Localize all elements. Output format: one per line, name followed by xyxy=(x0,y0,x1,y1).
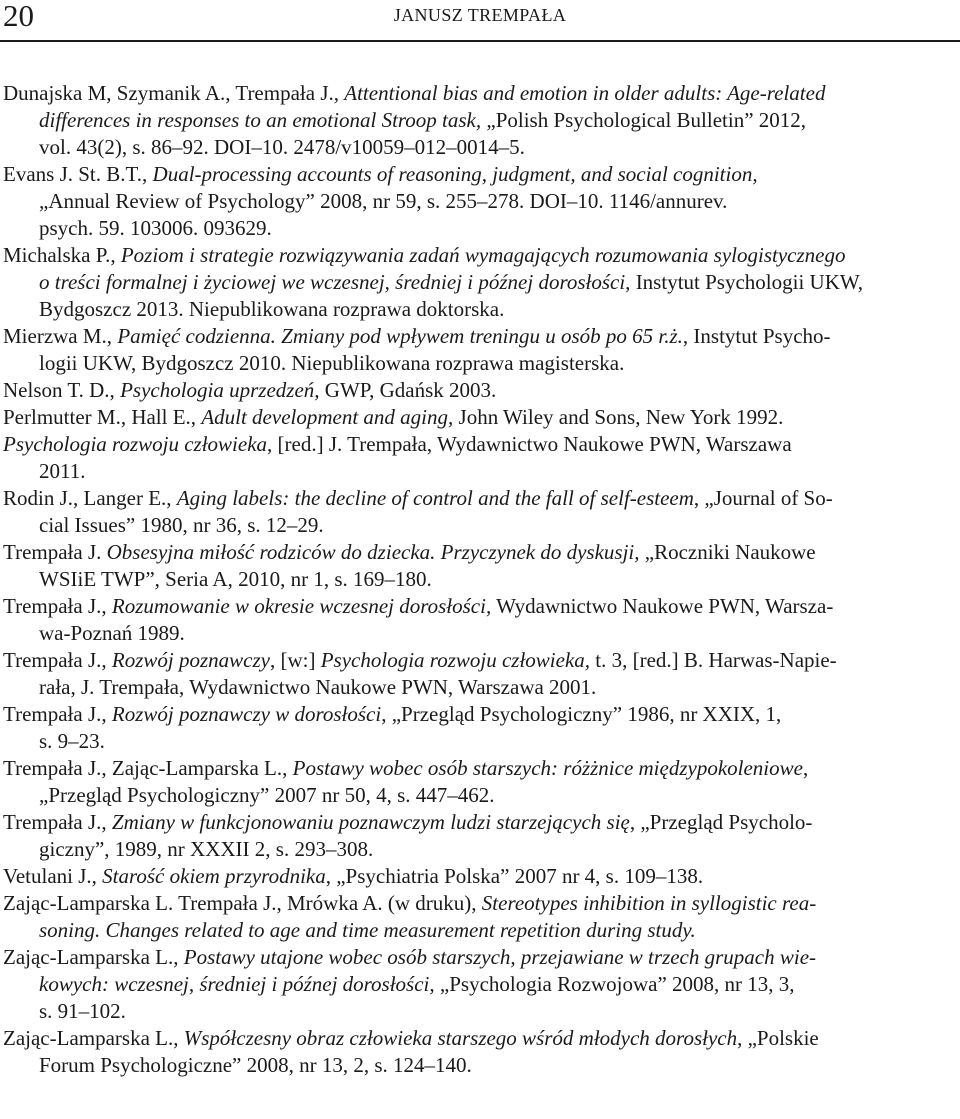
reference-text: 2011. xyxy=(39,459,86,483)
reference-entry xyxy=(0,593,960,647)
reference-line xyxy=(3,1025,960,1052)
reference-title-text: Aging labels: the decline of control and the fall of self-esteem xyxy=(176,486,694,510)
reference-title-text: differences in responses to an emotional Stroop task, xyxy=(39,108,482,132)
reference-line xyxy=(39,269,960,296)
reference-text: Forum Psychologiczne” 2008, nr 13, 2, s. 124–140. xyxy=(39,1053,472,1077)
reference-entry xyxy=(0,755,960,809)
reference-text: Rodin J., Langer E., xyxy=(3,486,177,510)
reference-line xyxy=(39,836,960,863)
reference-title-text: Rozumowanie w okresie wczesnej dorosłości, xyxy=(111,594,492,618)
reference-entry xyxy=(0,161,960,242)
reference-line xyxy=(39,728,960,755)
reference-line xyxy=(3,647,960,674)
reference-line xyxy=(39,917,960,944)
reference-text: Zając-Lamparska L. Trempała J., Mrówka A. (w druku), xyxy=(3,891,482,915)
reference-text: , xyxy=(802,756,809,780)
reference-title-text: Stereotypes inhibition in syllogistic rea- xyxy=(481,891,817,915)
reference-entry xyxy=(0,377,960,404)
reference-title-text: Dual-processing accounts of reasoning, judgment, and social cognition, xyxy=(152,162,758,186)
reference-text: GWP, Gdańsk 2003. xyxy=(319,378,497,402)
reference-line xyxy=(39,107,960,134)
reference-text: Trempała J., Zając-Lamparska L., xyxy=(3,756,293,780)
reference-text: Nelson T. D., xyxy=(3,378,121,402)
reference-text: s. 9–23. xyxy=(39,729,105,753)
reference-title-text: Poziom i strategie rozwiązywania zadań wymagających rozumowania sylogistycznego xyxy=(120,243,846,267)
reference-entry xyxy=(0,647,960,701)
running-head: JANUSZ TREMPAŁA xyxy=(393,5,567,25)
reference-entry xyxy=(0,863,960,890)
page-header xyxy=(0,0,960,42)
reference-text: Bydgoszcz 2013. Niepublikowana rozprawa doktorska. xyxy=(39,297,505,321)
reference-line xyxy=(39,782,960,809)
reference-text: , [w:] xyxy=(269,648,321,672)
reference-text: logii UKW, Bydgoszcz 2010. Niepublikowana rozprawa magisterska. xyxy=(39,351,625,375)
reference-line xyxy=(3,242,960,269)
reference-line xyxy=(3,161,960,188)
reference-line xyxy=(39,296,960,323)
reference-line xyxy=(3,431,960,458)
reference-line xyxy=(3,323,960,350)
reference-entry xyxy=(0,890,960,944)
reference-title-text: Starość okiem przyrodnika xyxy=(102,864,326,888)
reference-line xyxy=(39,566,960,593)
reference-title-text: Psychologia rozwoju człowieka, xyxy=(320,648,591,672)
reference-title-text: Pamięć codzienna. Zmiany pod wpływem treningu u osób po 65 r.ż. xyxy=(117,324,683,348)
reference-line xyxy=(3,890,960,917)
reference-text: t. 3, [red.] B. Harwas-Napie- xyxy=(590,648,837,672)
reference-title-text: Zmiany w funkcjonowaniu poznawczym ludzi starzejących się xyxy=(111,810,630,834)
reference-text: Perlmutter M., Hall E., xyxy=(3,405,202,429)
reference-title-text: Psychologia uprzedzeń, xyxy=(120,378,320,402)
reference-text: , „Psychiatria Polska” 2007 nr 4, s. 109–138. xyxy=(325,864,704,888)
reference-line xyxy=(3,404,960,431)
reference-text: Wydawnictwo Naukowe PWN, Warsza- xyxy=(491,594,834,618)
reference-text: cial Issues” 1980, nr 36, s. 12–29. xyxy=(39,513,324,537)
reference-line xyxy=(39,1052,960,1079)
reference-text: , [red.] J. Trempała, Wydawnictwo Naukowe PWN, Warszawa xyxy=(267,432,792,456)
reference-text: , „Przegląd Psycholo- xyxy=(629,810,813,834)
reference-title-text: Rozwój poznawczy xyxy=(111,648,270,672)
reference-text: psych. 59. 103006. 093629. xyxy=(39,216,272,240)
reference-title-text: Rozwój poznawczy w dorosłości xyxy=(111,702,382,726)
reference-entry xyxy=(0,539,960,593)
reference-line xyxy=(3,944,960,971)
reference-line xyxy=(39,971,960,998)
reference-line xyxy=(3,377,960,404)
reference-text: „Annual Review of Psychology” 2008, nr 59, s. 255–278. DOI–10. 1146/annurev. xyxy=(39,189,728,213)
reference-line xyxy=(39,458,960,485)
reference-title-text: o treści formalnej i życiowej we wczesnej, średniej i późnej dorosłości, xyxy=(39,270,631,294)
reference-text: Trempała J., xyxy=(3,810,112,834)
reference-text: „Roczniki Naukowe xyxy=(639,540,816,564)
reference-line xyxy=(3,485,960,512)
reference-text: „Polish Psychological Bulletin” 2012, xyxy=(481,108,807,132)
reference-text: Trempała J. xyxy=(3,540,107,564)
reference-entry xyxy=(0,242,960,323)
reference-entry xyxy=(0,323,960,377)
reference-line xyxy=(39,134,960,161)
reference-text: Trempała J., xyxy=(3,648,112,672)
reference-text: Trempała J., xyxy=(3,702,112,726)
reference-line xyxy=(3,863,960,890)
reference-entry xyxy=(0,809,960,863)
reference-line xyxy=(3,539,960,566)
reference-line xyxy=(39,998,960,1025)
reference-line xyxy=(3,809,960,836)
reference-text: WSIiE TWP”, Seria A, 2010, nr 1, s. 169–180. xyxy=(39,567,432,591)
reference-text: , „Przegląd Psychologiczny” 1986, nr XXIX, 1, xyxy=(381,702,782,726)
reference-title-text: soning. Changes related to age and time measurement repetition during study. xyxy=(39,918,696,942)
reference-title-text: Postawy wobec osób starszych: różżnice międzypokoleniowe xyxy=(292,756,803,780)
reference-entry xyxy=(0,1025,960,1079)
reference-text: Zając-Lamparska L., xyxy=(3,945,184,969)
reference-title-text: Postawy utajone wobec osób starszych, przejawiane w trzech grupach wie- xyxy=(183,945,817,969)
reference-list xyxy=(0,80,960,1079)
reference-line xyxy=(3,701,960,728)
reference-text: wa-Poznań 1989. xyxy=(39,621,185,645)
reference-text: s. 91–102. xyxy=(39,999,126,1023)
reference-text: Vetulani J., xyxy=(3,864,103,888)
reference-entry xyxy=(0,944,960,1025)
reference-title-text: Adult development and aging, xyxy=(201,405,454,429)
reference-text: Michalska P., xyxy=(3,243,121,267)
reference-entry xyxy=(0,404,960,431)
reference-line xyxy=(39,674,960,701)
reference-text: , „Journal of So- xyxy=(693,486,833,510)
reference-text: Mierzwa M., xyxy=(3,324,118,348)
reference-title-text: Obsesyjna miłość rodziców do dziecka. Przyczynek do dyskusji, xyxy=(106,540,640,564)
reference-line xyxy=(39,512,960,539)
reference-text: giczny”, 1989, nr XXXII 2, s. 293–308. xyxy=(39,837,374,861)
reference-text: rała, J. Trempała, Wydawnictwo Naukowe PWN, Warszawa 2001. xyxy=(39,675,597,699)
reference-entry xyxy=(0,80,960,161)
reference-text: , „Polskie xyxy=(737,1026,819,1050)
reference-title-text: kowych: wczesnej, średniej i późnej dorosłości, xyxy=(39,972,435,996)
reference-line xyxy=(3,80,960,107)
reference-text: John Wiley and Sons, New York 1992. xyxy=(453,405,784,429)
reference-text: Zając-Lamparska L., xyxy=(3,1026,184,1050)
reference-title-text: Współczesny obraz człowieka starszego wśród młodych dorosłych xyxy=(183,1026,738,1050)
reference-text: Evans J. St. B.T., xyxy=(3,162,153,186)
reference-line xyxy=(3,593,960,620)
reference-entry xyxy=(0,431,960,485)
reference-text: vol. 43(2), s. 86–92. DOI–10. 2478/v10059–012–0014–5. xyxy=(39,135,525,159)
reference-title-text: Psychologia rozwoju człowieka xyxy=(3,432,268,456)
reference-line xyxy=(39,215,960,242)
reference-title-text: Attentional bias and emotion in older adults: Age-related xyxy=(344,81,826,105)
reference-entry xyxy=(0,485,960,539)
reference-entry xyxy=(0,701,960,755)
reference-text: Instytut Psychologii UKW, xyxy=(630,270,864,294)
reference-line xyxy=(39,188,960,215)
reference-text: „Przegląd Psychologiczny” 2007 nr 50, 4, s. 447–462. xyxy=(39,783,495,807)
reference-line xyxy=(39,350,960,377)
reference-line xyxy=(39,620,960,647)
reference-text: „Psychologia Rozwojowa” 2008, nr 13, 3, xyxy=(434,972,795,996)
reference-text: Trempała J., xyxy=(3,594,112,618)
reference-text: Dunajska M, Szymanik A., Trempała J., xyxy=(3,81,345,105)
reference-line xyxy=(3,755,960,782)
reference-text: , Instytut Psycho- xyxy=(682,324,831,348)
page-number: 20 xyxy=(3,0,34,33)
